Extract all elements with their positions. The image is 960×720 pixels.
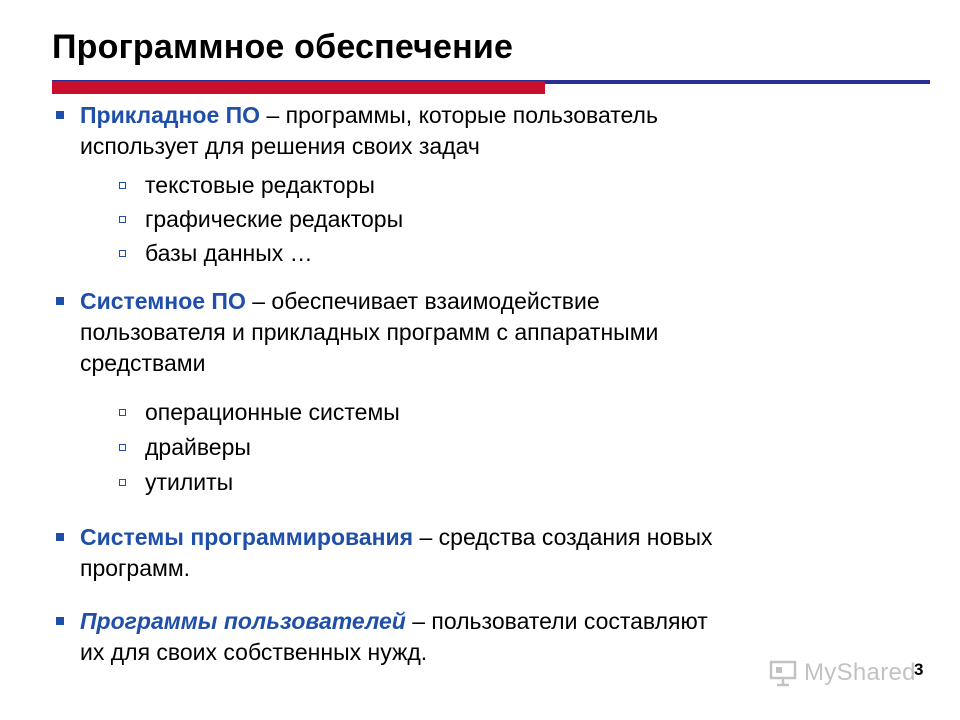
definition-text: пользователя и прикладных программ с аппаратными <box>80 319 659 345</box>
definition-text: средствами <box>80 350 206 376</box>
square-bullet-icon <box>56 617 64 625</box>
sub-item <box>145 204 403 235</box>
sub-item-label: графические редакторы <box>145 206 404 232</box>
sub-item-label: базы данных … <box>145 240 313 266</box>
sub-item <box>145 397 400 428</box>
sub-item-label: утилиты <box>145 469 234 495</box>
list-item <box>80 522 910 584</box>
square-bullet-icon <box>56 297 64 305</box>
definition-text: использует для решения своих задач <box>80 133 480 159</box>
hollow-square-bullet-icon <box>119 444 126 451</box>
slide-title: Программное обеспечение <box>52 28 514 66</box>
hollow-square-bullet-icon <box>119 250 126 257</box>
sub-item <box>145 238 313 269</box>
list-item-line <box>80 286 910 317</box>
list-item-line <box>80 100 910 131</box>
square-bullet-icon <box>56 111 64 119</box>
hollow-square-bullet-icon <box>119 216 126 223</box>
list-item <box>80 286 910 379</box>
sub-item-label: операционные системы <box>145 399 400 425</box>
title-accent-bar <box>52 81 545 94</box>
presentation-icon <box>768 658 798 688</box>
slide-number: 3 <box>914 660 924 679</box>
term-applied-software: Прикладное ПО <box>80 102 261 128</box>
watermark <box>768 656 916 690</box>
sub-item <box>145 170 375 201</box>
hollow-square-bullet-icon <box>119 182 126 189</box>
square-bullet-icon <box>56 533 64 541</box>
list-item-line <box>80 606 910 637</box>
definition-text: – пользователи составляют <box>405 608 708 634</box>
definition-text: – обеспечивает взаимодействие <box>245 288 600 314</box>
definition-text: программ. <box>80 555 191 581</box>
list-item <box>80 100 910 162</box>
definition-text: их для своих собственных нужд. <box>80 639 428 665</box>
sub-item <box>145 467 233 498</box>
hollow-square-bullet-icon <box>119 479 126 486</box>
sub-item-label: текстовые редакторы <box>145 172 375 198</box>
definition-text: – программы, которые пользователь <box>260 102 658 128</box>
sub-item-label: драйверы <box>145 434 251 460</box>
term-user-programs: Программы пользователей <box>80 608 406 634</box>
term-programming-systems: Системы программирования <box>80 524 414 550</box>
list-item-line <box>80 522 910 553</box>
definition-text: – средства создания новых <box>413 524 713 550</box>
hollow-square-bullet-icon <box>119 409 126 416</box>
term-system-software: Системное ПО <box>80 288 246 314</box>
watermark-text: MyShared <box>804 659 916 686</box>
sub-item <box>145 432 251 463</box>
